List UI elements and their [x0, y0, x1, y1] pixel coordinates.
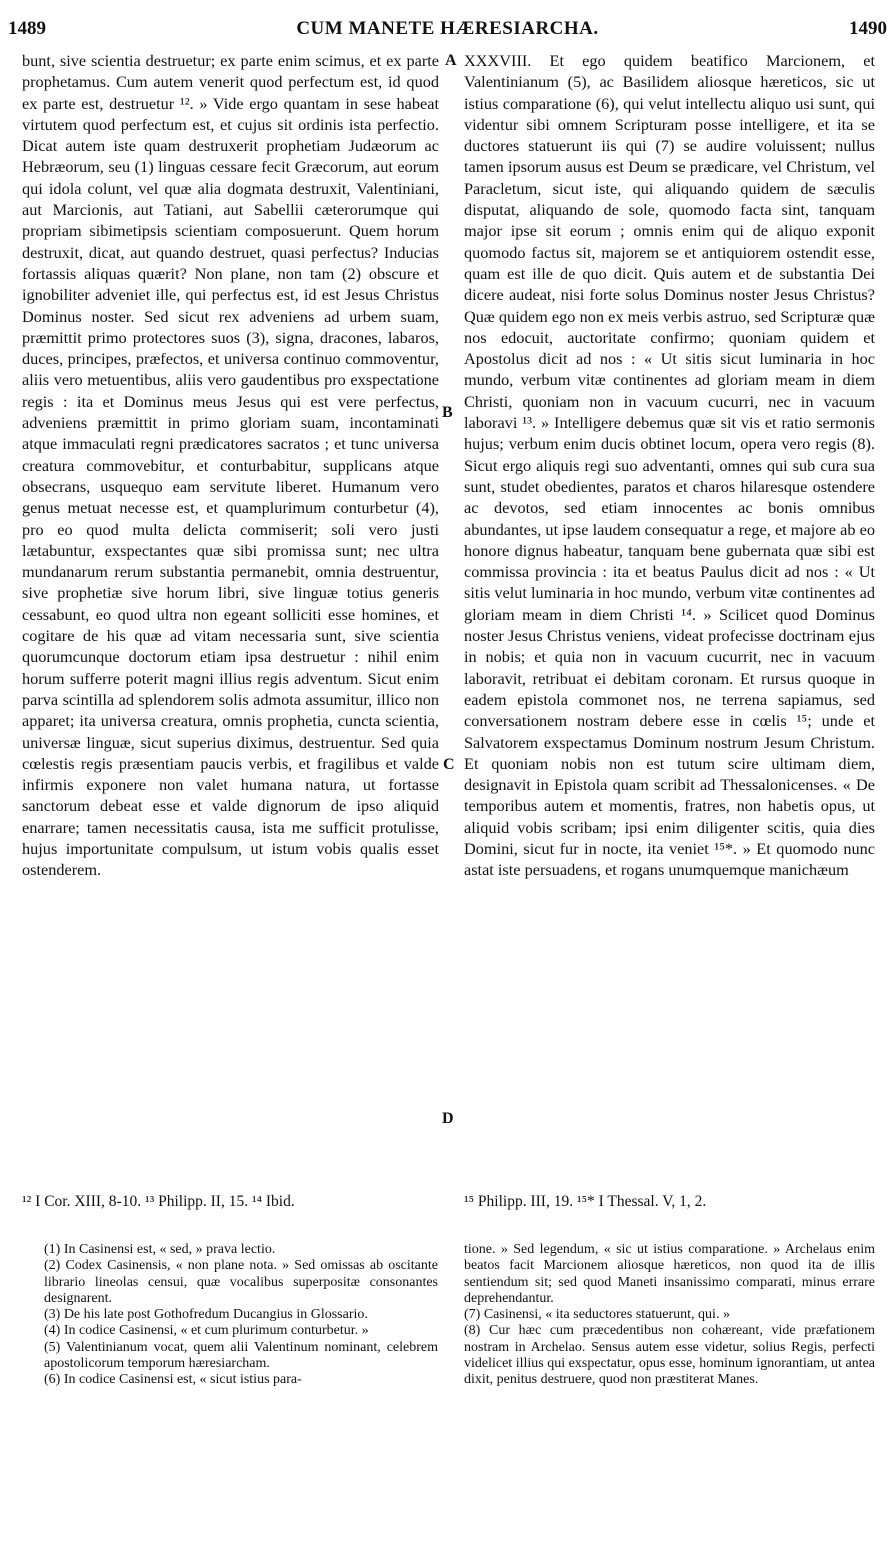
- footnote: (6) In codice Casinensi est, « sicut istius para-: [44, 1372, 302, 1388]
- footnote: (4) In codice Casinensi, « et cum plurimum conturbetur. »: [44, 1323, 369, 1339]
- footnotes-left: [44, 1242, 438, 1389]
- footnote: (7) Casinensi, « ita seductores statuerunt, qui. »: [464, 1307, 730, 1323]
- scripture-references-right: ¹⁵ Philipp. III, 19. ¹⁵* I Thessal. V, 1, 2.: [464, 1193, 707, 1210]
- footnote: (2) Codex Casinensis, « non plane nota. » Sed omissas ab oscitante librario lineolas censui, quæ vocalibus superpositæ consonantes designarent.: [44, 1258, 438, 1306]
- footnote: tione. » Sed legendum, « sic ut istius comparatione. » Archelaus enim beatos facit Marcionem aliosque hæreticos, non quod ita de illis sentiendum sit; sed quod Maneti insanissimo comparati, minus errare deprehendantur.: [464, 1242, 875, 1306]
- left-text-column: [22, 50, 439, 1172]
- footnote: (8) Cur hæc cum præcedentibus non cohæreant, vide præfationem nostram in Archelao. Sensus autem esse videtur, solius Regis, perfecti videlicet illius qui exspectatur, opus esse, hominum ignorantiam, ut antea dixit, penitus destruere, quod non præstiterat Manes.: [464, 1323, 875, 1388]
- right-column-paragraph: XXXVIII. Et ego quidem beatifico Marcionem, et Valentinianum (5), ac Basilidem aliosque hæreticos, sic ut istius comparatione (6), qui velut intellectu aliquo usi sunt, qui videntur sibi omnem Scripturam posse intelligere, et ita se ductores statuerunt iis qui (7) se audire voluissent; nullus tamen ipsorum ausus est Deum se prædicare, vel Christum, vel Paracletum, sicut iste, qui aliquando quidem de sæculis disputat, aliquando de sole, quomodo facta sint, tanquam major ipse sit eorum ; omnis enim qui de aliquo exponit quomodo factus sit, majorem se et antiquiorem ostendit esse, quam est ille de quo dicit. Quis autem et de substantia Dei dicere audeat, nisi forte solus Dominus noster Jesus Christus? Quæ quidem ego non ex meis verbis astruo, sed Scripturæ quæ nos edocuit, auctoritate confirmo; quoniam quidem et Apostolus dicit ad nos : « Ut sitis sicut luminaria in hoc mundo, verbum vitæ continentes ad gloriam meam in diem Christi, quoniam non in vacuum cucurri, nec in vacuum laboravi ¹³. » Intelligere debemus quæ sit vis et ratio sermonis hujus; verbum enim ducis obtinet locum, opera vero regis (8). Sicut ergo aliquis regi suo adventanti, omnes qui sub cura sua sunt, studet obedientes, paratos et charos hilaresque ostendere ac devotos, sed etiam innocentes ac bonis omnibus abundantes, ut ipse laudem consequatur a rege, et majore ab eo honore dignus habeatur, tanquam bene gubernata quæ sibi est commissa provincia : ita et beatus Paulus dicit ad nos : « Ut sitis velut luminaria in hoc mundo, verbum vitæ continentes ad gloriam meam in diem Christi ¹⁴. » Scilicet quod Dominus noster Jesus Christus veniens, videat profecisse doctrinam ejus in nobis; et quia non in vacuum cucurrit, nec in vacuum laboravit, retribuat ei debitam coronam. Et rursus quoque in eadem epistola commonet nos, ne terrena sapiamus, sed conversationem nostram debere esse in cœlis ¹⁵; unde et Salvatorem exspectamus Dominum nostrum Jesum Christum. Et quoniam nobis non est tutum scire ultimam diem, designavit in Epistola quam scribit ad Thessalonicenses. « De temporibus autem et momentis, fratres, non habetis opus, ut aliquid vobis scribam; ipsi enim diligenter scitis, quia dies Domini, sicut fur in nocte, ita veniet ¹⁵*. » Et quomodo nunc astat iste persuadens, et rogans unumquemque manichæum: [464, 51, 875, 880]
- page-number-left: 1489: [8, 18, 46, 39]
- column-marker-c: C: [443, 756, 455, 773]
- column-marker-b: B: [442, 404, 453, 421]
- scripture-references-left: ¹² I Cor. XIII, 8-10. ¹³ Philipp. II, 15. ¹⁴ Ibid.: [22, 1193, 295, 1210]
- footnotes-right: [464, 1242, 875, 1389]
- right-text-column: [464, 50, 875, 1172]
- running-title: CUM MANETE HÆRESIARCHA.: [296, 18, 599, 39]
- column-marker-a: A: [445, 52, 457, 69]
- running-header: [8, 18, 887, 44]
- footnote: (5) Valentinianum vocat, quem alii Valentinum nominant, celebrem apostolicorum temporum hæresiarcham.: [44, 1339, 438, 1372]
- footnote: (3) De his late post Gothofredum Ducangius in Glossario.: [44, 1307, 368, 1323]
- footnote: (1) In Casinensi est, « sed, » prava lectio.: [44, 1242, 276, 1257]
- page-number-right: 1490: [849, 18, 887, 39]
- left-column-paragraph: bunt, sive scientia destruetur; ex parte enim scimus, et ex parte prophetamus. Cum autem venerit quod perfectum est, id quod ex parte est, destruetur ¹². » Vide ergo quantam in sese habeat virtutem quod perfectum est, et cujus sit ordinis ista perfectio. Dicat autem iste quam destruxerit prophetiam Judæorum ac Hebræorum, seu (1) linguas cessare fecit Græcorum, aut eorum qui idola colunt, vel quæ alia dogmata destruxit, Valentiniani, aut Marcionis, aut Tatiani, aut Sabellii cæterorumque qui propriam sibimetipsis scientiam composuerunt. Quem horum destruxit, dicat, aut quando destruet, quasi perfectus? Inducias fortassis aliquas quærit? Non plane, non tam (2) obscure et ignobiliter adveniet ille, qui perfectus est, id est Jesus Christus Dominus noster. Sed sicut rex adveniens ad urbem suam, præmittit primo protectores suos (3), signa, dracones, labaros, duces, principes, præfectos, et universa continuo commoventur, aliis vero metuentibus, aliis vero gaudentibus pro exspectatione regis : ita et Dominus meus Jesus qui est vere perfectus, adveniens præmittit in primo gloriam suam, incontaminati atque immaculati regni prædicatores sacratos ; et tunc universa creatura commovebitur, et conturbabitur, supplicans atque obsecrans, usquequo eam servitute liberet. Humanum vero genus metuat necesse est, et quamplurimum conturbetur (4), pro eo quod multa delicta commiserit; soli vero justi lætabuntur, exspectantes quæ sibi promissa sunt; nec ultra mundanarum rerum substantia permanebit, omnia destruentur, sive prophetiæ sive horum libri, sive linguæ totius generis cessabunt, eo quod ultra non egeant solliciti esse homines, et cogitare de his quæ ad vitam necessaria sunt, sive scientia quorumcunque doctorum etiam ipsa destruetur : nihil enim horum sufferre poterit magni illius regis adventum. Sicut enim parva scintilla ad splendorem solis admota assumitur, illico non apparet; ita universa creatura, omnis prophetia, cuncta scientia, universæ linguæ, sicut superius diximus, destruentur. Sed quia cœlestis regis præsentiam paucis verbis, et fragilibus et valde infirmis exponere non valet humana natura, ut fortasse sanctorum debeat esse et valde dignorum de ipso aliquid enarrare; tamen necessitatis causa, ista me sufficit protulisse, hujus importunitate compulsum, ut istum vobis qualis esset ostenderem.: [22, 51, 439, 880]
- column-marker-d: D: [442, 1110, 454, 1127]
